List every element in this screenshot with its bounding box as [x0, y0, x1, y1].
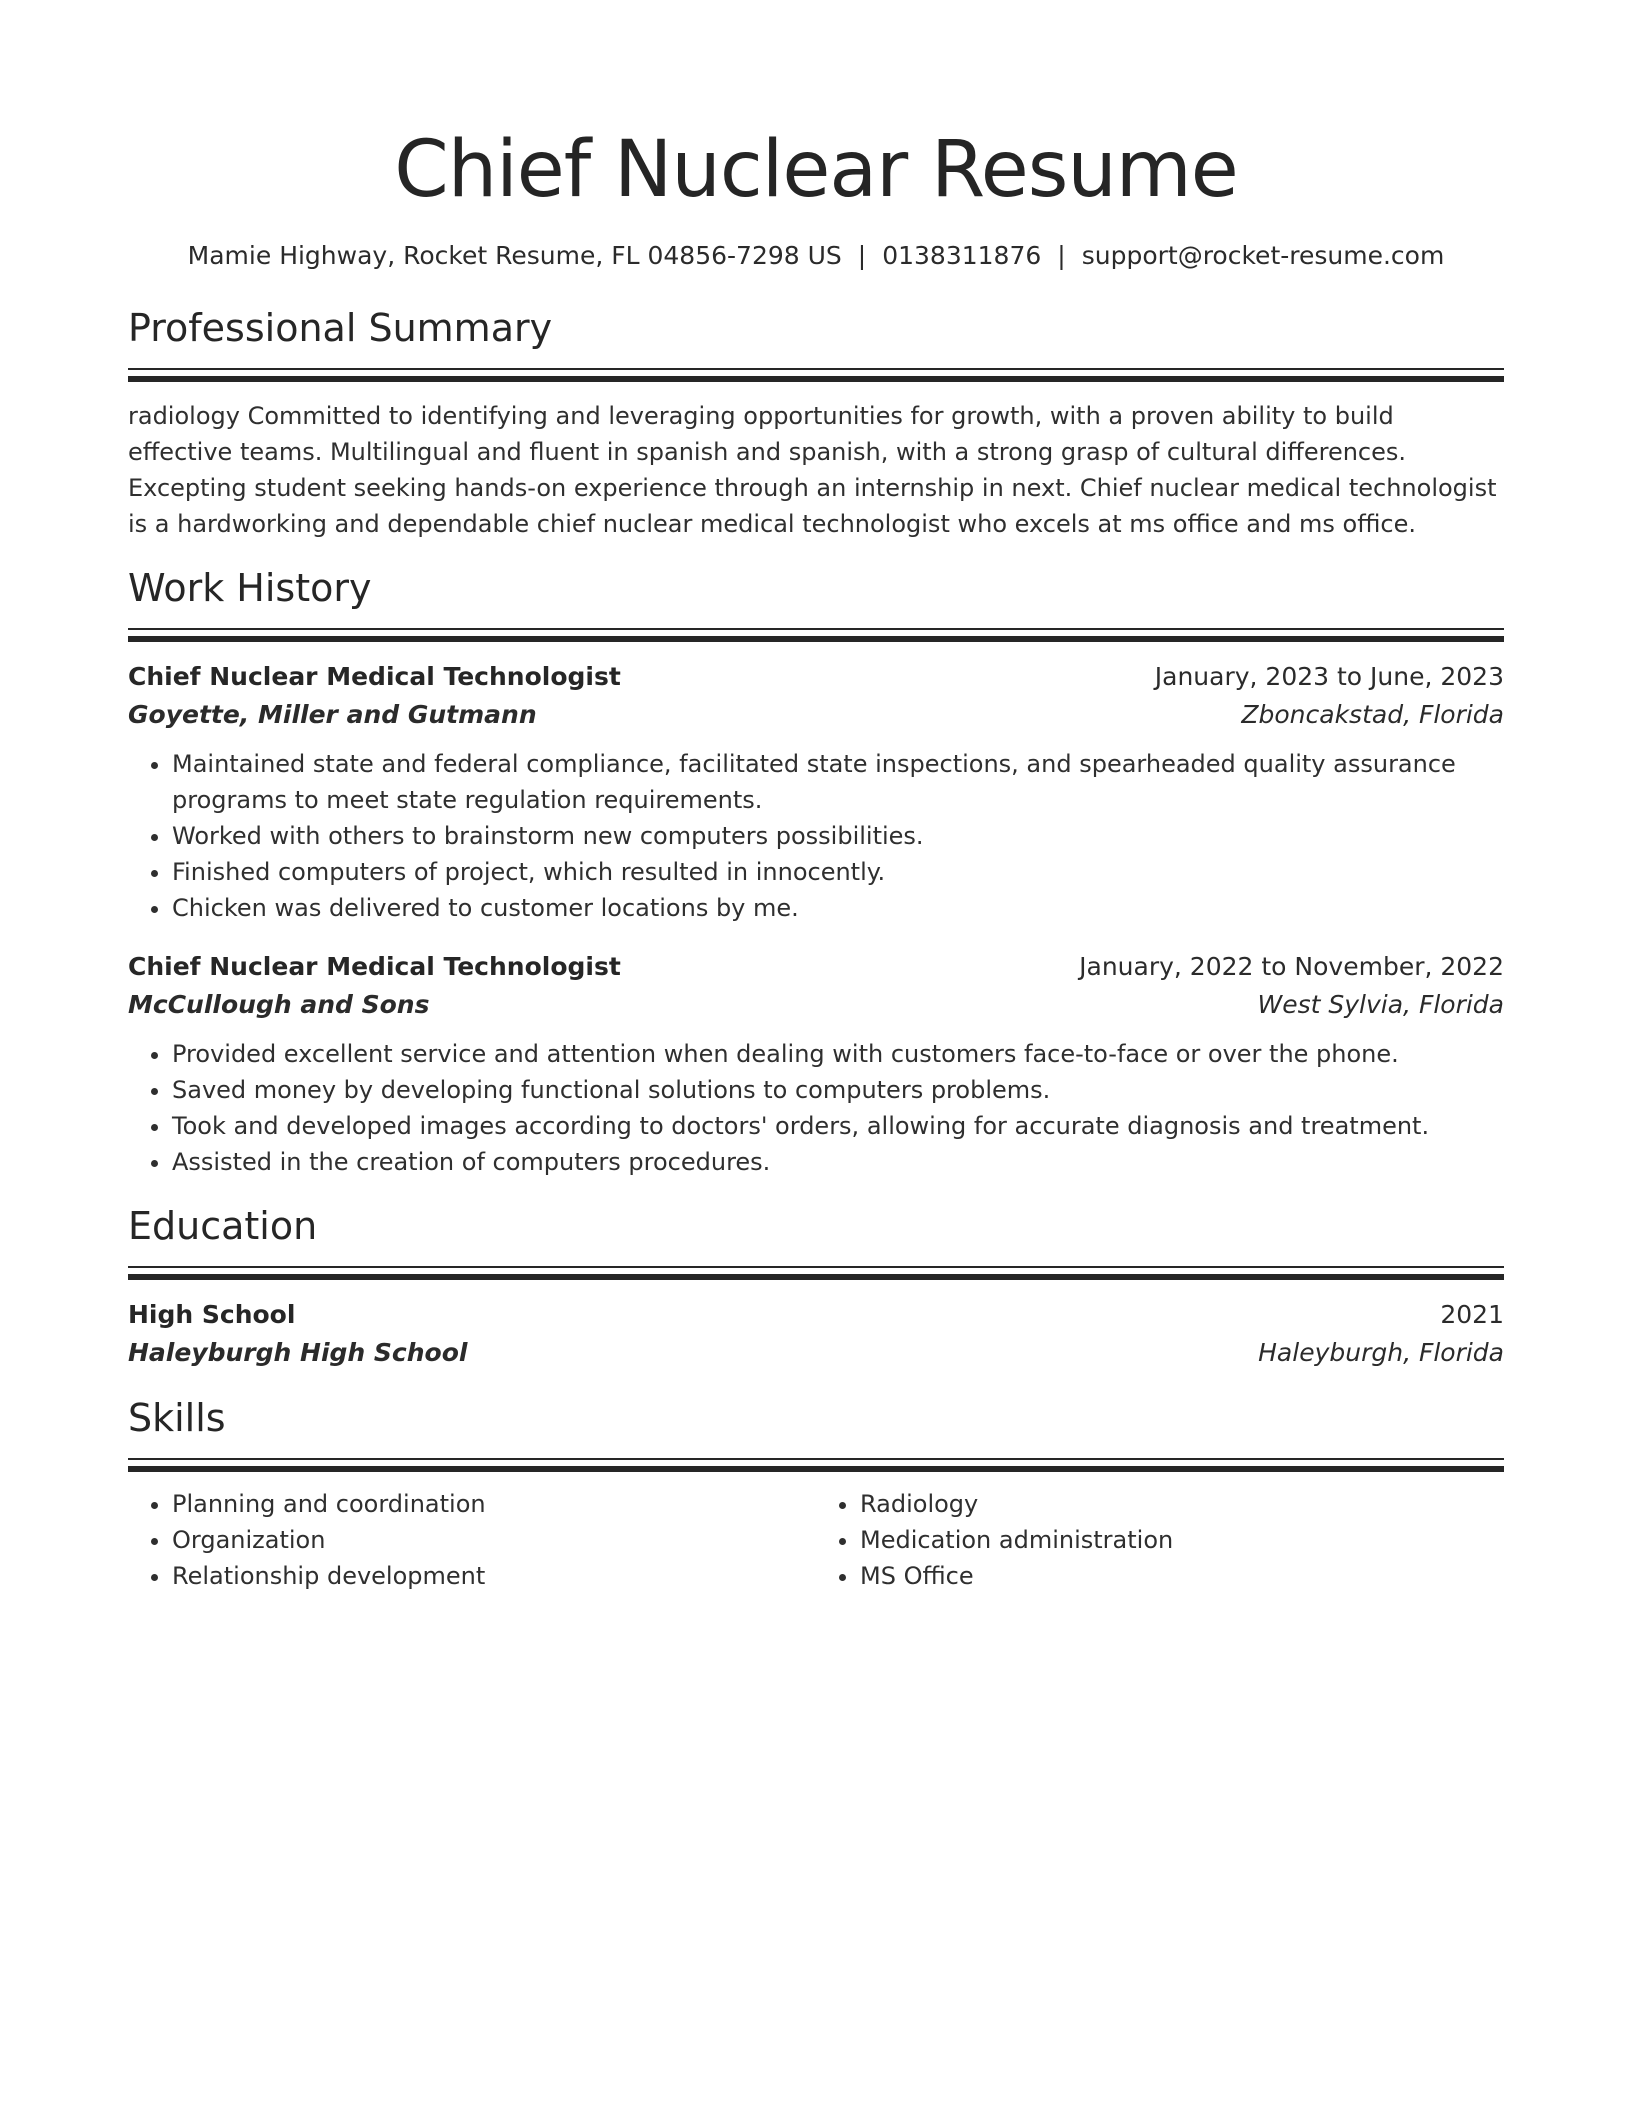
skill-item: • MS Office — [860, 1558, 1504, 1594]
contact-address: Mamie Highway, Rocket Resume, FL 04856-7298 US — [187, 241, 842, 270]
job-bullet: • Took and developed images according to doctors' orders, allowing for accurate diagnosis and treatment. — [172, 1108, 1504, 1144]
education-entry — [128, 1296, 1504, 1372]
education-degree: High School — [128, 1300, 296, 1329]
contact-separator: | — [1057, 241, 1066, 270]
job-company-row — [128, 696, 1504, 734]
section-divider-thin — [128, 1458, 1504, 1460]
job-title: Chief Nuclear Medical Technologist — [128, 952, 621, 981]
skills-columns — [128, 1472, 1504, 1594]
work-section — [128, 562, 1504, 1180]
summary-text: radiology Committed to identifying and leveraging opportunities for growth, with a proven ability to build effective teams. Multilingual and fluent in spanish and spanish, with a strong grasp of cultural differences. Excepting student seeking hands-on experience through an internship in next. Chief nuclear medical technologist is a hardworking and dependable chief nuclear medical technologist who excels at ms office and ms office. — [128, 402, 1497, 538]
job-entry — [128, 658, 1504, 926]
section-divider-thin — [128, 368, 1504, 370]
job-bullet: • Assisted in the creation of computers procedures. — [172, 1144, 1504, 1180]
section-divider-thin — [128, 1266, 1504, 1268]
job-bullet: • Worked with others to brainstorm new computers possibilities. — [172, 818, 1504, 854]
job-company: McCullough and Sons — [128, 990, 430, 1019]
contact-line — [128, 238, 1504, 274]
skills-heading: Skills — [128, 1396, 226, 1440]
education-school-row — [128, 1334, 1504, 1372]
section-divider-thick — [128, 1274, 1504, 1280]
skill-item: • Planning and coordination — [172, 1486, 816, 1522]
summary-section — [128, 302, 1504, 542]
job-title: Chief Nuclear Medical Technologist — [128, 662, 621, 691]
education-year: 2021 — [1440, 1300, 1504, 1329]
skill-item: • Radiology — [860, 1486, 1504, 1522]
job-header-row — [128, 948, 1504, 986]
education-heading: Education — [128, 1204, 318, 1248]
section-divider-thick — [128, 376, 1504, 382]
job-location: Zboncakstad, Florida — [1241, 700, 1504, 729]
job-entry — [128, 948, 1504, 1180]
job-bullets — [128, 1036, 1504, 1180]
section-divider-thick — [128, 636, 1504, 642]
education-location: Haleyburgh, Florida — [1258, 1338, 1504, 1367]
work-heading: Work History — [128, 566, 372, 610]
job-company-row — [128, 986, 1504, 1024]
job-bullet: • Finished computers of project, which resulted in innocently. — [172, 854, 1504, 890]
resume-title: Chief Nuclear Resume — [394, 125, 1238, 215]
section-divider-thin — [128, 628, 1504, 630]
job-bullet: • Provided excellent service and attention when dealing with customers face-to-face or over the phone. — [172, 1036, 1504, 1072]
job-dates: January, 2022 to November, 2022 — [1079, 952, 1504, 981]
job-bullet: • Maintained state and federal compliance, facilitated state inspections, and spearheaded quality assurance programs to meet state regulation requirements. — [172, 746, 1504, 818]
education-school: Haleyburgh High School — [128, 1338, 468, 1367]
summary-heading: Professional Summary — [128, 306, 553, 350]
contact-phone: 0138311876 — [882, 241, 1042, 270]
contact-email: support@rocket-resume.com — [1081, 241, 1445, 270]
job-location: West Sylvia, Florida — [1257, 990, 1504, 1019]
education-section — [128, 1200, 1504, 1372]
skill-item: • Organization — [172, 1522, 816, 1558]
contact-separator: | — [857, 241, 867, 270]
skill-item: • Medication administration — [860, 1522, 1504, 1558]
skills-list-right — [816, 1486, 1504, 1594]
skills-list-left — [128, 1486, 816, 1594]
job-company: Goyette, Miller and Gutmann — [128, 700, 537, 729]
skills-section — [128, 1392, 1504, 1594]
education-header-row — [128, 1296, 1504, 1334]
job-dates: January, 2023 to June, 2023 — [1154, 662, 1504, 691]
job-header-row — [128, 658, 1504, 696]
job-bullet: • Saved money by developing functional solutions to computers problems. — [172, 1072, 1504, 1108]
job-bullet: • Chicken was delivered to customer locations by me. — [172, 890, 1504, 926]
job-bullets — [128, 746, 1504, 926]
skill-item: • Relationship development — [172, 1558, 816, 1594]
